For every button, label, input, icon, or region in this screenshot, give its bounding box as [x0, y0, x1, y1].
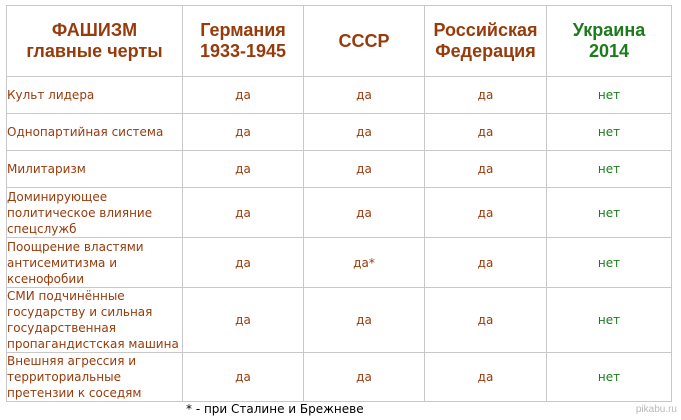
russia-cell: да	[425, 353, 547, 402]
fascism-comparison-table	[6, 5, 672, 402]
header-ukraine	[547, 6, 672, 77]
criterion-cell: Поощрение властями антисемитизма и ксенофобии	[7, 238, 183, 288]
ussr-cell: да	[304, 188, 425, 238]
ussr-cell: да	[304, 114, 425, 151]
ussr-cell: да	[304, 151, 425, 188]
table-row	[7, 77, 672, 114]
header-criteria	[7, 6, 183, 77]
header-criteria-line-1: ФАШИЗМ	[51, 20, 138, 40]
russia-cell: да	[425, 114, 547, 151]
header-russia-line-2: Федерация	[435, 41, 536, 61]
ussr-cell: да	[304, 288, 425, 353]
ukraine-cell: нет	[547, 238, 672, 288]
russia-cell: да	[425, 188, 547, 238]
ukraine-cell: нет	[547, 288, 672, 353]
footnote: * - при Сталине и Брежневе	[186, 402, 364, 416]
table-row	[7, 238, 672, 288]
table-row	[7, 151, 672, 188]
table-row	[7, 114, 672, 151]
ukraine-cell: нет	[547, 188, 672, 238]
criterion-cell: Доминирующее политическое влияние спецслужб	[7, 188, 183, 238]
russia-cell: да	[425, 288, 547, 353]
header-germany-line-1: Германия	[200, 20, 286, 40]
header-russia-line-1: Российская	[433, 20, 538, 40]
ussr-cell: да	[304, 353, 425, 402]
germany-cell: да	[183, 238, 304, 288]
germany-cell: да	[183, 114, 304, 151]
ukraine-cell: нет	[547, 151, 672, 188]
germany-cell: да	[183, 188, 304, 238]
table-row	[7, 353, 672, 402]
criterion-cell: Культ лидера	[7, 77, 183, 114]
header-ukraine-line-1: Украина	[572, 20, 646, 40]
criterion-cell: Внешняя агрессия и территориальные претензии к соседям	[7, 353, 183, 402]
header-germany-line-2: 1933-1945	[199, 41, 287, 61]
ussr-cell: да*	[304, 238, 425, 288]
germany-cell: да	[183, 288, 304, 353]
header-criteria-line-2: главные черты	[26, 41, 163, 61]
watermark: pikabu.ru	[635, 404, 677, 415]
header-ussr-line-1: СССР	[338, 30, 390, 51]
header-ukraine-line-2: 2014	[588, 41, 630, 61]
criterion-cell: Милитаризм	[7, 151, 183, 188]
russia-cell: да	[425, 151, 547, 188]
russia-cell: да	[425, 77, 547, 114]
header-germany	[183, 6, 304, 77]
germany-cell: да	[183, 151, 304, 188]
criterion-cell: СМИ подчинённые государству и сильная государственная пропагандистская машина	[7, 288, 183, 353]
russia-cell: да	[425, 238, 547, 288]
header-russia	[425, 6, 547, 77]
ukraine-cell: нет	[547, 353, 672, 402]
table-row	[7, 288, 672, 353]
ukraine-cell: нет	[547, 77, 672, 114]
table-row	[7, 188, 672, 238]
criterion-cell: Однопартийная система	[7, 114, 183, 151]
header-row	[7, 6, 672, 77]
germany-cell: да	[183, 353, 304, 402]
germany-cell: да	[183, 77, 304, 114]
header-ussr	[304, 6, 425, 77]
ussr-cell: да	[304, 77, 425, 114]
ukraine-cell: нет	[547, 114, 672, 151]
